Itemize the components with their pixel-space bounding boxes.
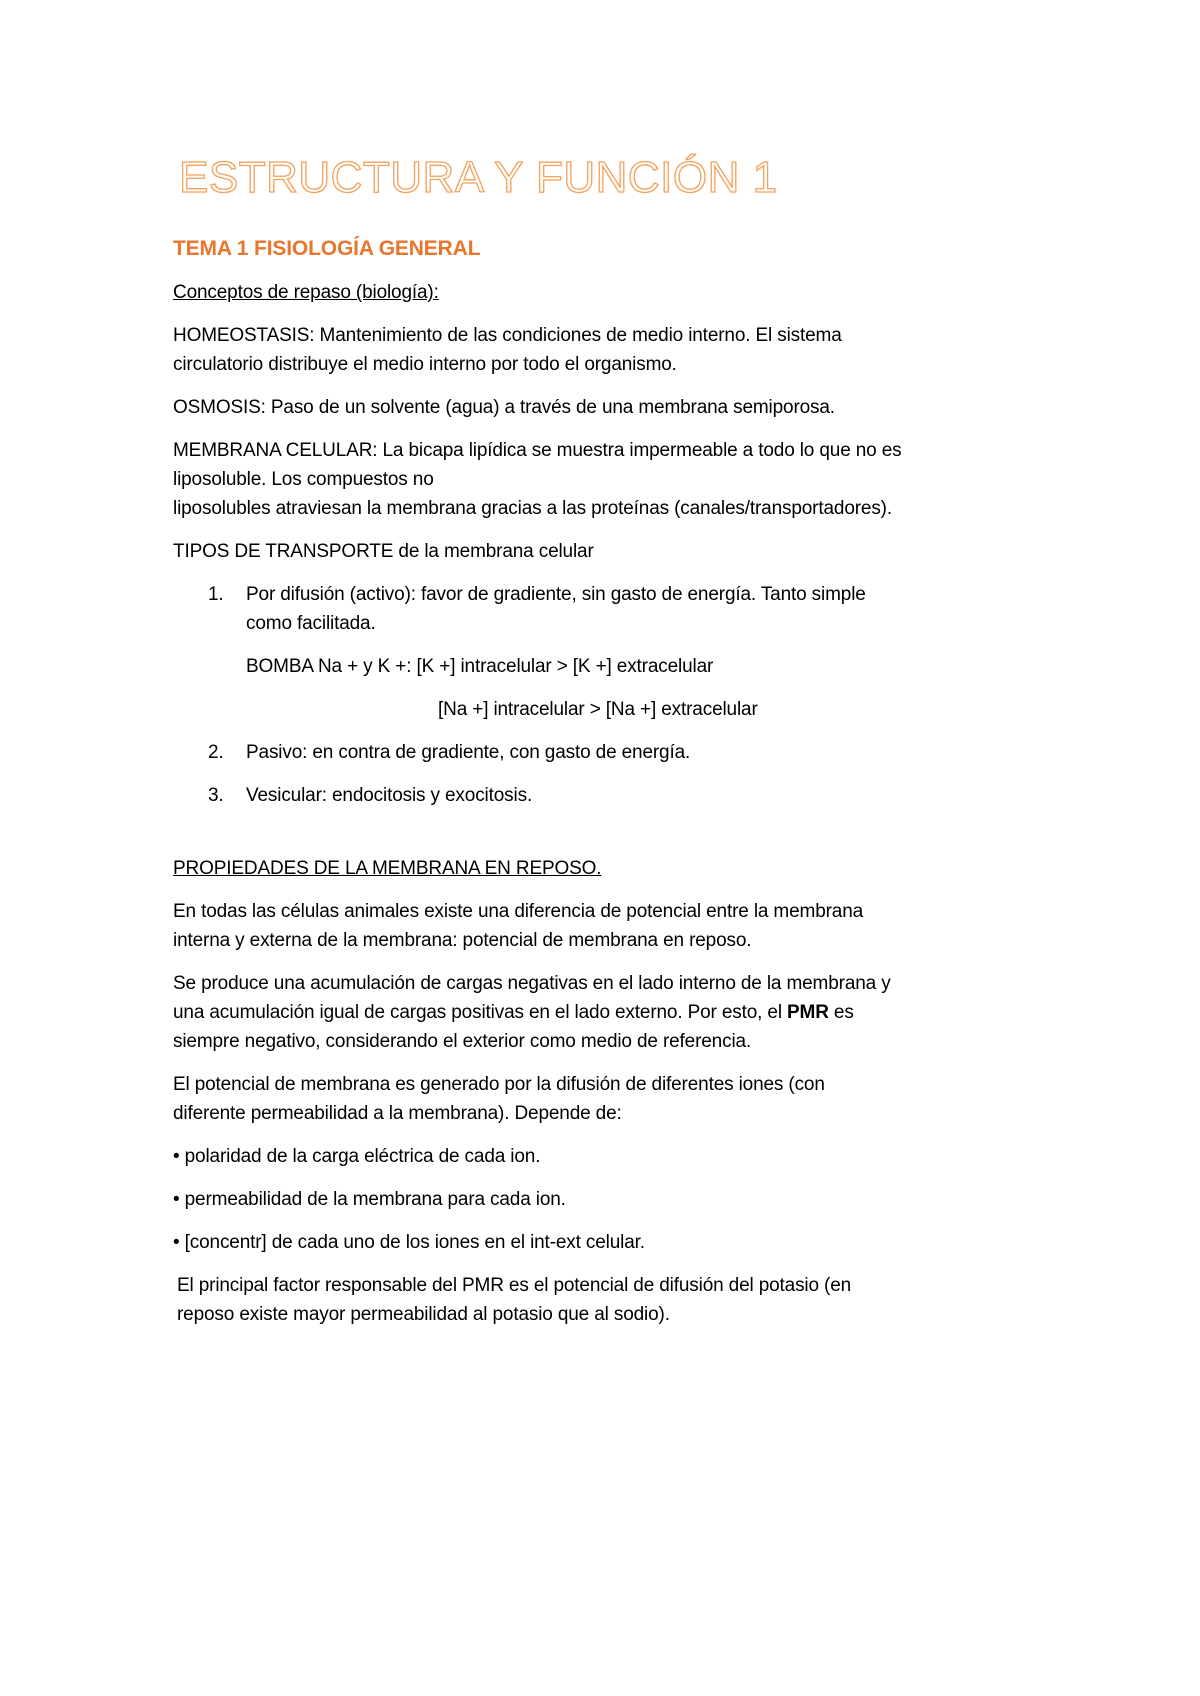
- rest-p4-line-1: El principal factor responsable del PMR es el potencial de difusión del potasio (en: [177, 1275, 852, 1296]
- osmosis-paragraph: OSMOSIS: Paso de un solvente (agua) a través de una membrana semiporosa.: [173, 397, 835, 418]
- membrane-line-1: MEMBRANA CELULAR: La bicapa lipídica se muestra impermeable a todo lo que no es: [173, 440, 902, 461]
- list-item-line-1: Vesicular: endocitosis y exocitosis.: [246, 785, 533, 806]
- document-title: ESTRUCTURA Y FUNCIÓN 1: [179, 153, 778, 202]
- list-item: [173, 580, 1053, 638]
- rest-paragraph-3: [173, 1070, 1053, 1128]
- homeostasis-paragraph: [173, 321, 1053, 379]
- bullet-item: • [concentr] de cada uno de los iones en el int-ext celular.: [173, 1232, 645, 1253]
- rest-p2-line-1: Se produce una acumulación de cargas negativas en el lado interno de la membrana y: [173, 973, 891, 994]
- transport-list: [173, 580, 1053, 638]
- rest-p3-line-2: diferente permeabilidad a la membrana). Depende de:: [173, 1103, 622, 1124]
- transport-heading: TIPOS DE TRANSPORTE de la membrana celular: [173, 541, 594, 562]
- rest-p2-line-2-post: es: [828, 1002, 854, 1023]
- transport-list-continued: [173, 738, 1053, 810]
- homeostasis-line-1: HOMEOSTASIS: Mantenimiento de las condiciones de medio interno. El sistema: [173, 325, 842, 346]
- rest-p1-line-2: interna y externa de la membrana: potencial de membrana en reposo.: [173, 930, 752, 951]
- pump-line-2: [Na +] intracelular > [Na +] extracelular: [438, 699, 758, 720]
- bullet-item: • polaridad de la carga eléctrica de cada ion.: [173, 1146, 541, 1167]
- membrane-line-3: liposolubles atraviesan la membrana gracias a las proteínas (canales/transportadores).: [173, 498, 892, 519]
- document-content: [173, 150, 1053, 1343]
- rest-p1-line-1: En todas las células animales existe una diferencia de potencial entre la membrana: [173, 901, 864, 922]
- rest-p3-line-1: El potencial de membrana es generado por la difusión de diferentes iones (con: [173, 1074, 825, 1095]
- rest-p2-line-2-pre: una acumulación igual de cargas positivas en el lado externo. Por esto, el: [173, 1002, 788, 1023]
- homeostasis-line-2: circulatorio distribuye el medio interno por todo el organismo.: [173, 354, 677, 375]
- rest-paragraph-4: [173, 1271, 1053, 1329]
- membrane-line-2: liposoluble. Los compuestos no: [173, 469, 434, 490]
- list-item-line-1: Por difusión (activo): favor de gradiente, sin gasto de energía. Tanto simple: [246, 584, 866, 605]
- topic-heading: TEMA 1 FISIOLOGÍA GENERAL: [173, 237, 481, 260]
- list-item-number: 1.: [208, 584, 224, 605]
- list-item-number: 2.: [208, 742, 224, 763]
- pump-line-1: BOMBA Na + y K +: [K +] intracelular > [K +] extracelular: [246, 656, 714, 677]
- review-heading: Conceptos de repaso (biología):: [173, 282, 439, 303]
- list-item-number: 3.: [208, 785, 224, 806]
- rest-paragraph-2: [173, 969, 1053, 1056]
- rest-p2-line-3: siempre negativo, considerando el exterior como medio de referencia.: [173, 1031, 752, 1052]
- rest-paragraph-1: [173, 897, 1053, 955]
- list-item: [173, 781, 1053, 810]
- list-item: [173, 738, 1053, 767]
- list-item-line-2: como facilitada.: [246, 613, 376, 634]
- list-item-line-1: Pasivo: en contra de gradiente, con gasto de energía.: [246, 742, 691, 763]
- rest-p4-line-2: reposo existe mayor permeabilidad al potasio que al sodio).: [177, 1304, 670, 1325]
- rest-properties-heading: PROPIEDADES DE LA MEMBRANA EN REPOSO.: [173, 858, 602, 879]
- bullet-item: • permeabilidad de la membrana para cada ion.: [173, 1189, 566, 1210]
- membrane-paragraph: [173, 436, 1053, 523]
- pmr-bold-term: PMR: [787, 1002, 829, 1023]
